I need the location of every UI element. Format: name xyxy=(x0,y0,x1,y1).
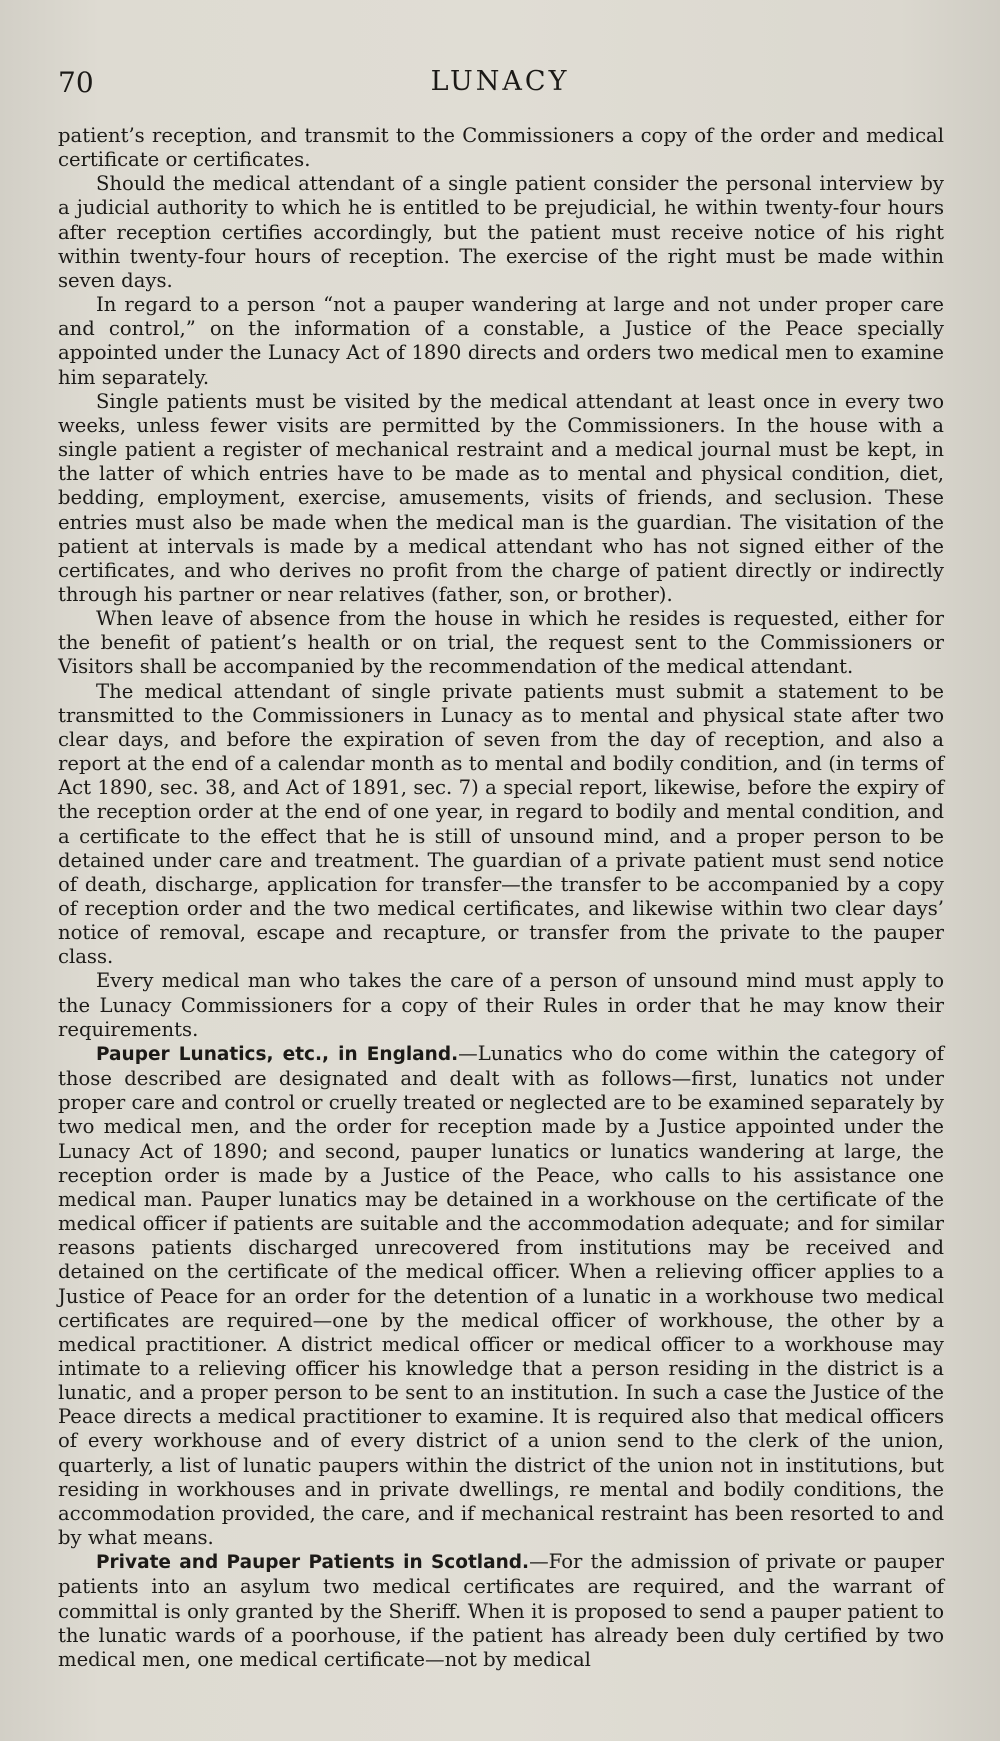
section-heading: Pauper Lunatics, etc., in England. xyxy=(96,1043,459,1065)
paragraph-text: When leave of absence from the house in which he resides is requested, either for the benefit of patient’s health or on trial, the request sent to the Commissioners or Visitors shall be accompanied by the recommendation of the medical attendant. xyxy=(58,607,944,679)
paragraph-text: The medical attendant of single private patients must submit a statement to be transmitted to the Commissioners in Lunacy as to mental and physical state after two clear days, and before the expiration of seven from the day of reception, and also a report at the end of a calendar month as to mental and bodily condition, and (in terms of Act 1890, sec. 38, and Act of 1891, sec. 7) a special report, likewise, before the expiry of the reception order at the end of one year, in regard to bodily and mental condition, and a certificate to the effect that he is still of unsound mind, and a proper person to be detained under care and treatment. The guardian of a private patient must send notice of death, discharge, application for transfer—the transfer to be accompanied by a copy of reception order and the two medical certificates, and likewise within two clear days’ notice of removal, escape and recapture, or transfer from the private to the pauper class. xyxy=(58,679,944,969)
section-heading: Private and Pauper Patients in Scotland. xyxy=(96,1552,530,1574)
paragraph xyxy=(58,293,944,390)
paragraph-text: patient’s reception, and transmit to the Commissioners a copy of the order and medical certificate or certificates. xyxy=(58,124,944,172)
paragraph xyxy=(58,607,944,679)
paragraph xyxy=(58,124,944,172)
paragraph-text: —Lunatics who do come within the category of those described are designated and dealt with as follows—first, lunatics not under proper care and control or cruelly treated or neglected are to be examined separately by two medical men, and the order for reception made by a Justice appointed under the Lunacy Act of 1890; and second, pauper lunatics or lunatics wandering at large, the reception order is made by a Justice of the Peace, who calls to his assistance one medical man. Pauper lunatics may be detained in a workhouse on the certificate of the medical officer if patients are suitable and the accommodation adequate; and for similar reasons patients discharged unrecovered from institutions may be received and detained on the certificate of the medical officer. When a relieving officer applies to a Justice of Peace for an order for the detention of a lunatic in a workhouse two medical certificates are required—one by the medical officer of workhouse, the other by a medical practitioner. A district medical officer or medical officer to a workhouse may intimate to a relieving officer his knowledge that a person residing in the district is a lunatic, and a proper person to be sent to an institution. In such a case the Justice of the Peace directs a medical practitioner to examine. It is required also that medical officers of every workhouse and of every district of a union send to the clerk of the union, quarterly, a list of lunatic paupers within the district of the union not in institutions, but residing in workhouses and in private dwellings, re mental and bodily conditions, the accommodation provided, the care, and if mechanical restraint has been resorted to and by what means. xyxy=(58,1041,944,1550)
running-head: LUNACY xyxy=(430,66,570,97)
page-header xyxy=(58,66,942,106)
paragraph-text: Should the medical attendant of a single patient consider the personal interview by a judicial authority to which he is entitled to be prejudicial, he within twenty-four hours after reception certifies accordingly, but the patient must receive notice of his right within twenty-four hours of reception. The exercise of the right must be made within seven days. xyxy=(58,172,944,292)
paragraph-text: Every medical man who takes the care of a person of unsound mind must apply to the Lunacy Commissioners for a copy of their Rules in order that he may know their requirements. xyxy=(58,969,944,1041)
paragraph-text: In regard to a person “not a pauper wandering at large and not under proper care and control,” on the information of a constable, a Justice of the Peace specially appointed under the Lunacy Act of 1890 directs and orders two medical men to examine him separately. xyxy=(58,293,944,389)
page-number: 70 xyxy=(58,66,94,99)
paragraph xyxy=(58,1550,944,1672)
paragraph xyxy=(58,172,944,293)
paragraph-text: —For the admission of private or pauper patients into an asylum two medical certificates are required, and the warrant of committal is only granted by the Sheriff. When it is proposed to send a pauper patient to the lunatic wards of a poorhouse, if the patient has already been duly certified by two medical men, one medical certificate—not by medical xyxy=(58,1550,944,1671)
paragraph xyxy=(58,969,944,1041)
paragraph xyxy=(58,1042,944,1550)
paragraph-text: Single patients must be visited by the medical attendant at least once in every two weeks, unless fewer visits are permitted by the Commissioners. In the house with a single patient a register of mechanical restraint and a medical journal must be kept, in the latter of which entries have to be made as to mental and physical condition, diet, bedding, employment, exercise, amusements, visits of friends, and seclusion. These entries must also be made when the medical man is the guardian. The visitation of the patient at intervals is made by a medical attendant who has not signed either of the certificates, and who derives no profit from the charge of patient directly or indirectly through his partner or near relatives (father, son, or brother). xyxy=(58,389,944,606)
paragraph xyxy=(58,390,944,607)
paragraph xyxy=(58,680,944,970)
body-text xyxy=(58,124,944,1672)
